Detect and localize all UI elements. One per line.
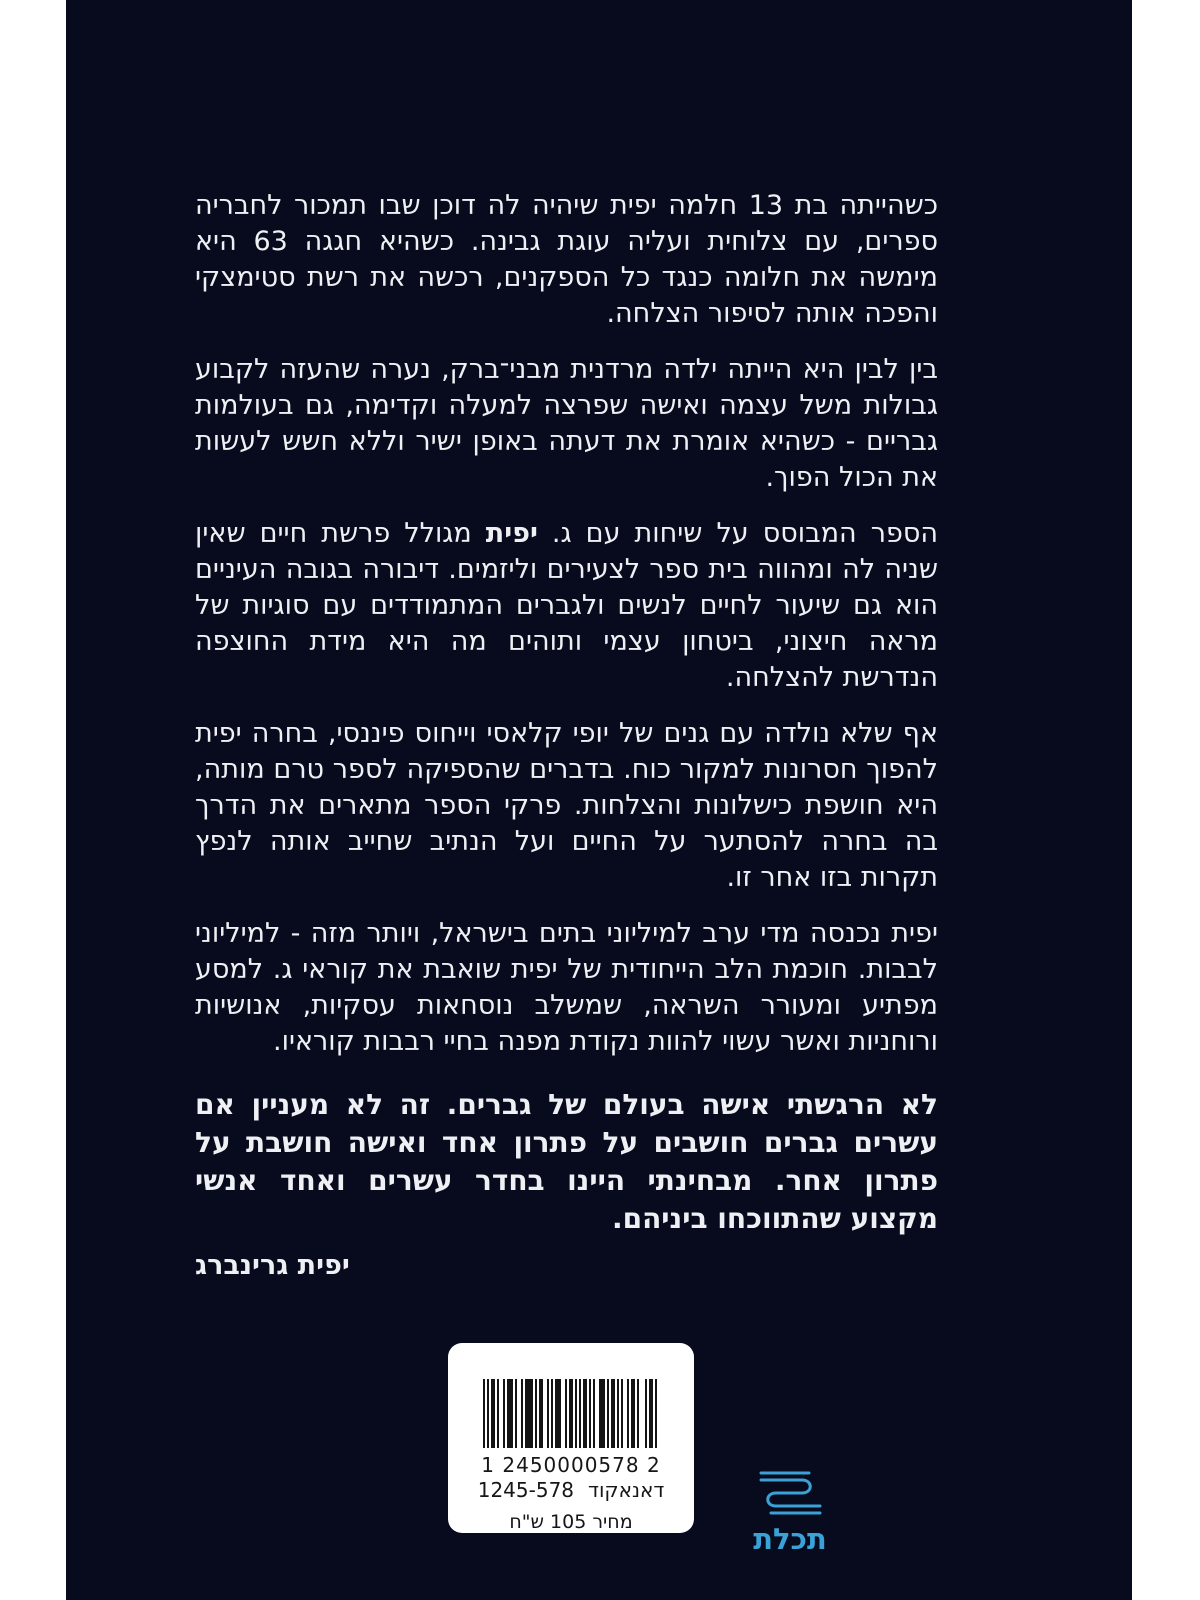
price-label: מחיר 105 ש"ח: [509, 1511, 633, 1533]
danacode-value: 1245-578: [477, 1478, 575, 1502]
blurb-paragraph: יפית נכנסה מדי ערב למיליוני בתים בישראל, ויותר מזה - למיליוני לבבות. חוכמת הלב הייחודית של יפית שואבת את קוראי ג. למסע מפתיע ומעורר השראה, שמשלב נוסחאות עסקיות, אנושיות ורוחניות ואשר עשוי להוות נקודת מפנה בחיי רבבות קוראיו.: [195, 918, 938, 1057]
blurb-paragraph-bold-name: יפית: [485, 518, 538, 549]
quote-attribution: יפית גרינברג: [195, 1250, 350, 1281]
blurb-paragraph: כשהייתה בת 13 חלמה יפית שיהיה לה דוכן שבו תמכור לחבריה ספרים, עם צלוחית ועליה עוגת גבינה. כשהיא חגגה 63 היא מימשה את חלומה כנגד כל הספקנים, רכשה את רשת סטימצקי והפכה אותה לסיפור הצלחה.: [195, 190, 938, 329]
book-back-cover: [66, 0, 1132, 1600]
blurb-paragraph: אף שלא נולדה עם גנים של יופי קלאסי וייחוס פיננסי, בחרה יפית להפוך חסרונות למקור כוח. בדברים שהספיקה לספר טרם מותה, היא חושפת כישלונות והצלחות. פרקי הספר מתארים את הדרך בה בחרה להסתער על החיים ועל הנתיב שחייב אותה לנפץ תקרות בזו אחר זו.: [195, 718, 938, 893]
danacode-line: [478, 1478, 665, 1502]
publisher-logo: [744, 1468, 836, 1556]
blurb-text-block: [195, 188, 938, 1284]
blurb-paragraph-text: הספר המבוסס על שיחות עם ג.: [537, 518, 938, 549]
barcode-image: [483, 1379, 659, 1448]
stacked-books-icon: [747, 1468, 833, 1520]
author-quote: לא הרגשתי אישה בעולם של גברים. זה לא מעניין אם עשרים גברים חושבים על פתרון אחד ואישה חושבת על פתרון אחר. מבחינתי היינו בחדר עשרים ואחד אנשי מקצוע שהתווכחו ביניהם.: [195, 1088, 938, 1235]
barcode-sticker: [448, 1343, 694, 1533]
barcode-digits: 1 2450000578 2: [481, 1453, 661, 1477]
blurb-paragraph: בין לבין היא הייתה ילדה מרדנית מבני־ברק, נערה שהעזה לקבוע גבולות משל עצמה ואישה שפרצה למעלה וקדימה, גם בעולמות גבריים - כשהיא אומרת את דעתה באופן ישיר וללא חשש לעשות את הכול הפוך.: [195, 354, 938, 493]
publisher-name: תכלת: [753, 1522, 827, 1556]
danacode-label: דאנאקוד: [588, 1478, 665, 1502]
blurb-paragraph: [195, 516, 938, 696]
blurb-paragraph-text: מגולל פרשת חיים שאין שניה לה ומהווה בית ספר לצעירים וליזמים. דיבורה בגובה העיניים הוא גם שיעור לחיים לנשים ולגברים המתמודדים עם סוגיות של מראה חיצוני, ביטחון עצמי ותוהים מה היא מידת החוצפה הנדרשת להצלחה.: [195, 518, 938, 693]
